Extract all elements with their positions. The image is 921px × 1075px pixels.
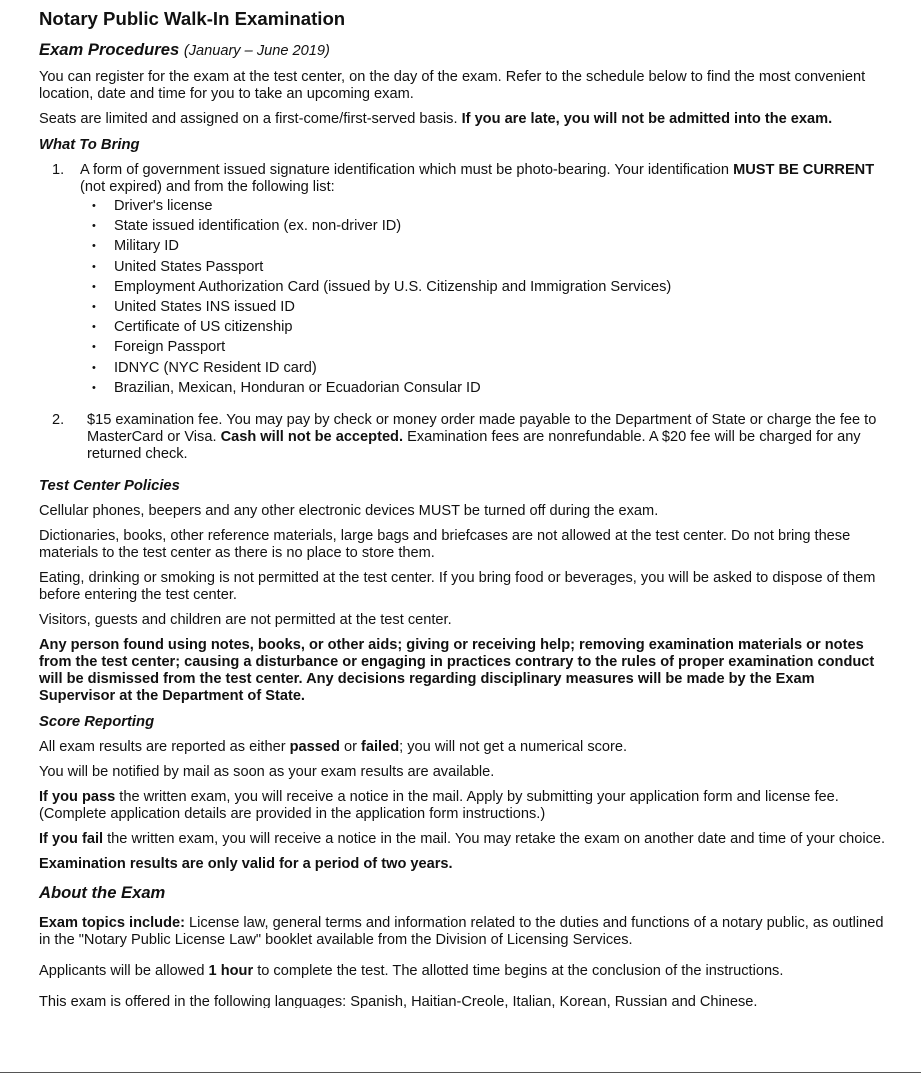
- policy-dismissal: Any person found using notes, books, or other aids; giving or receiving help; removing examination materials or notes from the test center; causing a disturbance or engaging in practices contrary to the rules of proper examination conduct will be dismissed from the test center. Any decisions regarding disciplinary measures will be made by the Exam Supervisor at the Department of State.: [39, 637, 875, 705]
- bring-item-1-number: 1.: [52, 162, 65, 178]
- policy-electronics: Cellular phones, beepers and any other electronic devices MUST be turned off during the exam.: [39, 503, 659, 520]
- what-to-bring-heading: What To Bring: [39, 137, 140, 153]
- bring-item-2-text: $15 examination fee. You may pay by check or money order made payable to the Department of State or charge the fee to MasterCard or Visa. Cash will not be accepted. Examination fees are nonrefundable. A $20 fee will be charged for any returned check.: [87, 412, 877, 463]
- about-exam-heading: About the Exam: [39, 883, 166, 903]
- about-topics: Exam topics include: License law, general terms and information related to the duties and functions of a notary public, as outlined in the "Notary Public License Law" booklet available from the Division of Licensing Services.: [39, 915, 884, 949]
- score-if-pass: If you pass the written exam, you will receive a notice in the mail. Apply by submitting your application form and license fee. (Complete application details are provided in the application form instructions.): [39, 789, 839, 823]
- score-reporting-heading: Score Reporting: [39, 714, 155, 731]
- bring-item-1: [39, 162, 887, 398]
- late-warning: If you are late, you will not be admitted into the exam.: [461, 111, 833, 127]
- about-duration: Applicants will be allowed 1 hour to complete the test. The allotted time begins at the conclusion of the instructions.: [39, 963, 784, 980]
- bring-item-2: [39, 412, 887, 463]
- policy-materials: Dictionaries, books, other reference materials, large bags and briefcases are not allowed at the test center. Do not bring these materials to the test center as there is no place to store them.: [39, 528, 851, 562]
- id-list: [80, 196, 887, 398]
- list-item: • IDNYC (NYC Resident ID card): [80, 358, 887, 378]
- list-item: • Military ID: [80, 236, 887, 256]
- page-bottom-border: [0, 1072, 921, 1073]
- exam-procedures-heading: [39, 40, 887, 61]
- document-page: [39, 6, 887, 1008]
- exam-procedures-dates: (January – June 2019): [183, 43, 330, 59]
- bring-item-2-number: 2.: [52, 412, 65, 429]
- list-item: • Foreign Passport: [80, 337, 887, 357]
- score-pass-fail: All exam results are reported as either passed or failed; you will not get a numerical score.: [39, 739, 628, 756]
- test-center-policies-heading: Test Center Policies: [39, 478, 180, 495]
- seats-paragraph: Seats are limited and assigned on a first-come/first-served basis. If you are late, you will not be admitted into the exam.: [39, 111, 833, 127]
- score-notification: You will be notified by mail as soon as your exam results are available.: [39, 764, 495, 781]
- list-item: • State issued identification (ex. non-driver ID): [80, 216, 887, 236]
- list-item: • United States Passport: [80, 257, 887, 277]
- policy-visitors: Visitors, guests and children are not permitted at the test center.: [39, 612, 452, 629]
- list-item: • United States INS issued ID: [80, 297, 887, 317]
- page-title: Notary Public Walk-In Examination: [39, 8, 346, 29]
- register-paragraph: You can register for the exam at the test center, on the day of the exam. Refer to the schedule below to find the most convenient location, date and time for you to take an upcoming exam.: [39, 69, 866, 102]
- score-validity: Examination results are only valid for a period of two years.: [39, 856, 453, 873]
- score-if-fail: If you fail the written exam, you will receive a notice in the mail. You may retake the exam on another date and time of your choice.: [39, 831, 886, 848]
- list-item: • Brazilian, Mexican, Honduran or Ecuadorian Consular ID: [80, 378, 887, 398]
- exam-procedures-title: Exam Procedures: [39, 40, 180, 59]
- bring-item-1-text: A form of government issued signature identification which must be photo-bearing. Your identification MUST BE CURRENT (not expired) and from the following list:: [80, 162, 875, 195]
- policy-food: Eating, drinking or smoking is not permitted at the test center. If you bring food or beverages, you will be asked to dispose of them before entering the test center.: [39, 570, 876, 604]
- list-item: • Driver's license: [80, 196, 887, 216]
- about-languages: This exam is offered in the following languages: Spanish, Haitian-Creole, Italian, Korean, Russian and Chinese.: [39, 994, 758, 1009]
- list-item: • Certificate of US citizenship: [80, 317, 887, 337]
- list-item: • Employment Authorization Card (issued by U.S. Citizenship and Immigration Services): [80, 277, 887, 297]
